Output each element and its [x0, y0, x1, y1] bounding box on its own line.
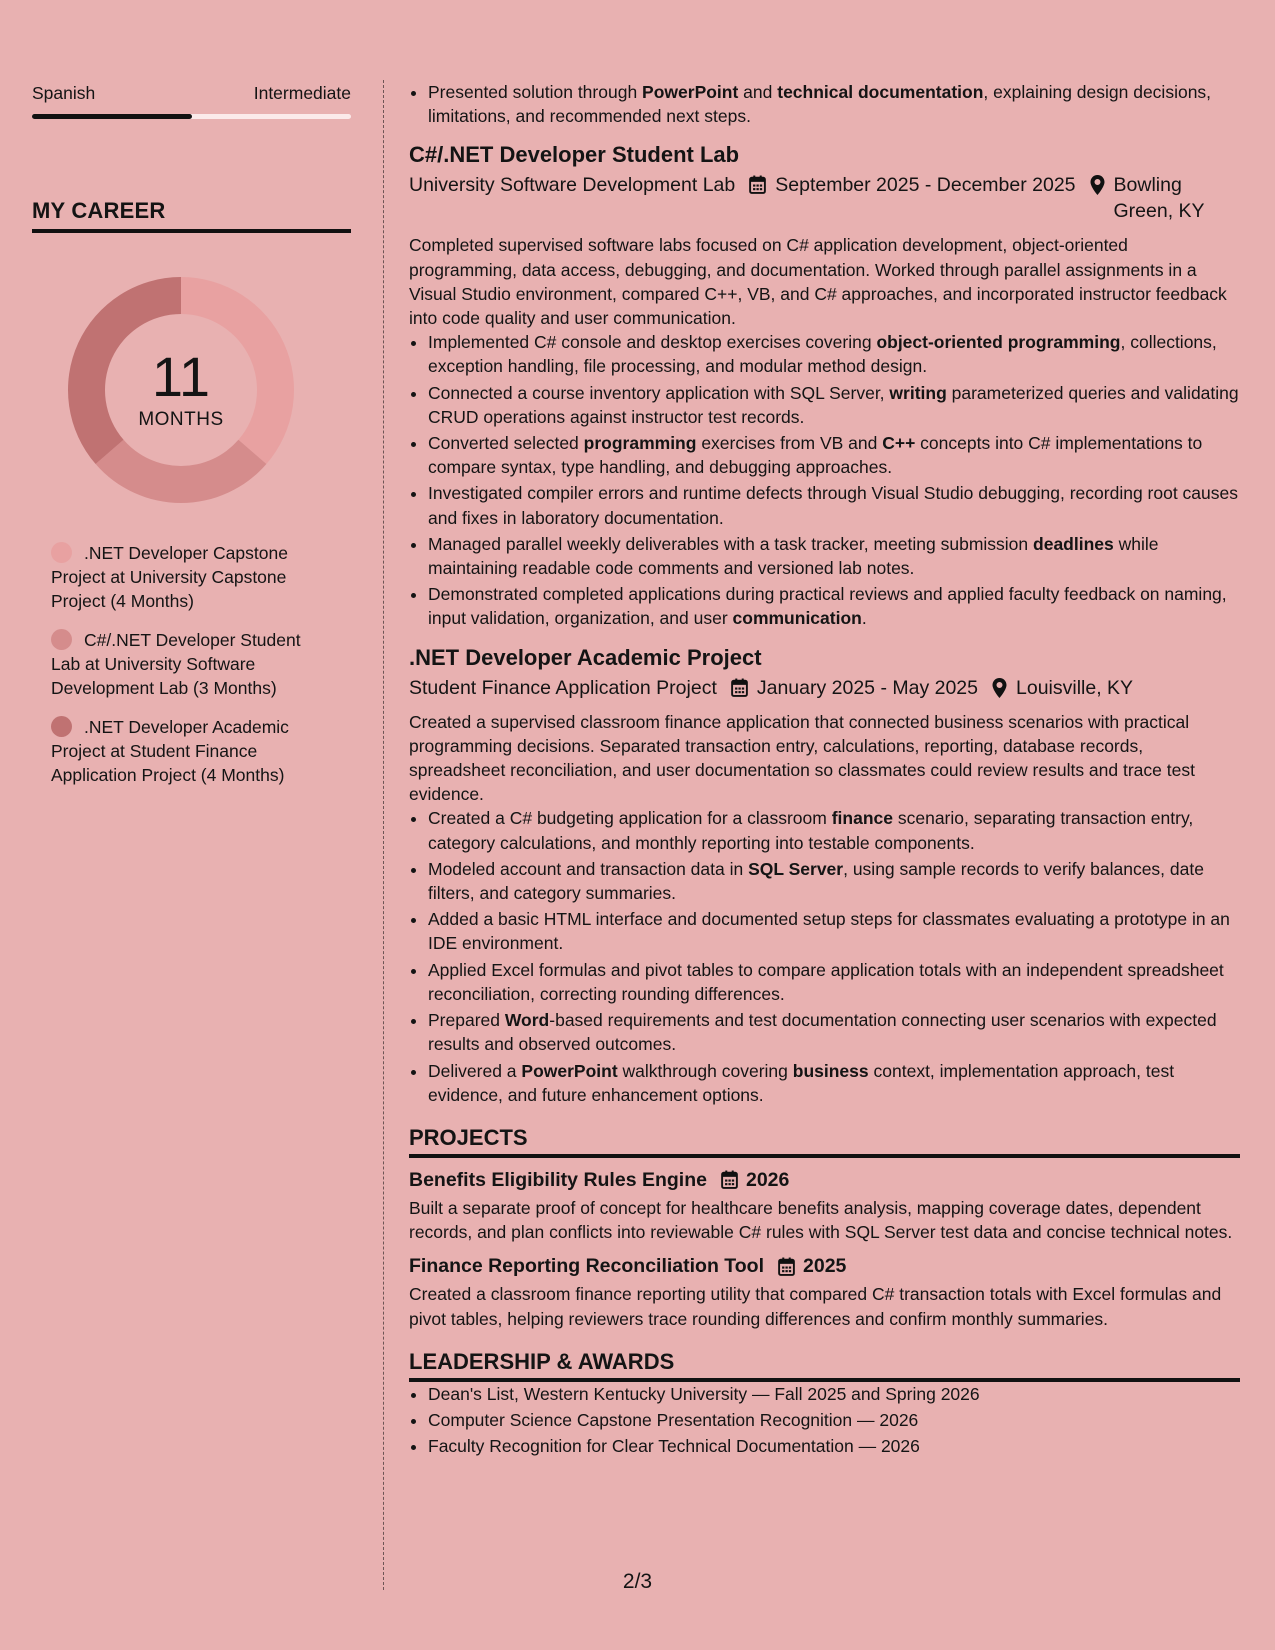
- bold-text: communication: [732, 608, 862, 629]
- text-segment: Managed parallel weekly deliverables with a task tracker, meeting submission: [428, 533, 1034, 554]
- career-legend-item: [51, 715, 326, 787]
- bold-text: object-oriented programming: [876, 332, 1121, 353]
- text-segment: Presented solution through: [428, 82, 643, 102]
- role-dates: [749, 172, 1075, 198]
- bullet-item: [428, 330, 1240, 378]
- text-segment: parameterized queries and validating CRUD operations against instructor test records.: [428, 382, 1239, 427]
- awards-heading: LEADERSHIP & AWARDS: [409, 1347, 1240, 1382]
- bullet-item: [428, 806, 1240, 854]
- bold-text: deadlines: [1033, 533, 1114, 554]
- role-location: [992, 675, 1133, 701]
- role-dates-text: September 2025 - December 2025: [775, 174, 1076, 197]
- text-segment: and: [738, 82, 778, 102]
- text-segment: Delivered a: [428, 1060, 522, 1081]
- bullet-item: [428, 481, 1240, 529]
- bold-text: technical documentation: [777, 82, 984, 102]
- text-segment: Connected a course inventory application with SQL Server,: [428, 382, 890, 403]
- text-segment: Created a C# budgeting application for a classroom: [428, 808, 832, 829]
- project-item: [409, 1166, 1240, 1244]
- role-dates: [731, 675, 978, 701]
- text-segment: Modeled account and transaction data in: [428, 858, 749, 879]
- legend-dot: [51, 629, 72, 650]
- career-donut-chart: [66, 275, 296, 505]
- bold-text: SQL Server: [748, 858, 844, 879]
- career-total-number: 11: [151, 345, 211, 408]
- role-title: .NET Developer Academic Project: [409, 644, 762, 670]
- awards-list: [409, 1382, 1240, 1459]
- text-segment: walkthrough covering: [617, 1060, 793, 1081]
- location-pin-icon: [992, 678, 1007, 698]
- project-title-row: [409, 1166, 1240, 1194]
- calendar-icon: [721, 1170, 738, 1189]
- career-legend-text: .NET Developer Capstone Project at University Capstone Project (4 Months): [51, 543, 288, 611]
- role-org: University Software Development Lab: [409, 174, 736, 197]
- award-item: • Faculty Recognition for Clear Technical Documentation — 2026: [428, 1434, 1240, 1458]
- text-segment: , explaining design decisions, limitations, and recommended next steps.: [428, 82, 1212, 127]
- career-legend-item: [51, 628, 326, 700]
- bullet-item: [428, 1008, 1240, 1056]
- role-location-text: Louisville, KY: [1016, 676, 1134, 699]
- language-row: [32, 80, 351, 106]
- text-segment: -based requirements and test documentation connecting user scenarios with expected results and observed outcomes.: [428, 1010, 1217, 1055]
- bullet-item: [428, 532, 1240, 580]
- role-dates-text: January 2025 - May 2025: [756, 676, 978, 699]
- calendar-icon: [731, 678, 748, 697]
- award-item: • Dean's List, Western Kentucky University — Fall 2025 and Spring 2026: [428, 1382, 1240, 1406]
- role-description: Completed supervised software labs focused on C# application development, object-oriented programming, data access, debugging, and documentation. Worked through parallel assignments in a Visual Studio environment, compared C++, VB, and C# approaches, and incorporated instructor feedback into code quality and user communication.: [409, 235, 1227, 329]
- bold-text: PowerPoint: [521, 1060, 618, 1081]
- main-column: [409, 80, 1240, 1460]
- career-legend: [51, 541, 326, 787]
- bullet-item: [428, 80, 1240, 128]
- project-name: Finance Reporting Reconciliation Tool: [409, 1255, 764, 1278]
- role-student-lab: [409, 140, 1240, 630]
- projects-heading: PROJECTS: [409, 1123, 1240, 1158]
- career-legend-text: .NET Developer Academic Project at Student Finance Application Project (4 Months): [51, 717, 289, 785]
- bullet-item: [428, 582, 1240, 630]
- text-segment: Converted selected: [428, 433, 584, 454]
- award-item: • Computer Science Capstone Presentation Recognition — 2026: [428, 1408, 1240, 1432]
- role-title: C#/.NET Developer Student Lab: [409, 142, 740, 168]
- text-segment: Prepared: [428, 1010, 505, 1031]
- project-item: [409, 1252, 1240, 1330]
- project-year: 2025: [803, 1255, 847, 1278]
- bold-text: finance: [831, 808, 893, 829]
- text-segment: while maintaining readable code comments and versioned lab notes.: [428, 533, 1159, 579]
- bullet-item: [428, 907, 1240, 955]
- career-legend-text: C#/.NET Developer Student Lab at University Software Development Lab (3 Months): [51, 630, 301, 698]
- role-meta: [409, 172, 1240, 224]
- role-description: Created a supervised classroom finance application that connected business scenarios with practical programming decisions. Separated transaction entry, calculations, reporting, database records, spreadsheet reconciliation, and user documentation so classmates could review results and trace test evidence.: [409, 711, 1195, 805]
- bold-text: Word: [504, 1010, 550, 1031]
- legend-dot: [51, 716, 72, 737]
- text-segment: scenario, separating transaction entry, category calculations, and monthly reporting into testable components.: [428, 808, 1194, 853]
- text-segment: Applied Excel formulas and pivot tables to compare application totals with an independent spreadsheet reconciliation, correcting rounding differences.: [428, 959, 1224, 1004]
- location-pin-icon: [1090, 175, 1105, 195]
- sidebar: [32, 80, 351, 802]
- text-segment: context, implementation approach, test evidence, and future enhancement options.: [428, 1060, 1175, 1105]
- career-heading: MY CAREER: [32, 197, 351, 233]
- project-year: 2026: [745, 1168, 790, 1191]
- text-segment: .: [861, 608, 867, 629]
- role-academic-project: [409, 643, 1240, 1107]
- bold-text: programming: [583, 433, 697, 454]
- text-segment: Implemented C# console and desktop exercises covering: [428, 332, 877, 353]
- text-segment: Investigated compiler errors and runtime defects through Visual Studio debugging, recording root causes and fixes in laboratory documentation.: [428, 483, 1239, 528]
- column-divider: [383, 80, 384, 1590]
- role-location-text: Bowling Green, KY: [1113, 174, 1205, 223]
- role-bullets: [409, 806, 1240, 1106]
- bullet-item: [428, 958, 1240, 1006]
- language-level: Intermediate: [253, 83, 351, 103]
- text-segment: , collections, exception handling, file processing, and modular method design.: [428, 332, 1217, 377]
- bold-text: business: [792, 1060, 869, 1081]
- bullet-item: [428, 857, 1240, 905]
- legend-dot: [51, 542, 72, 563]
- bullet-item: [428, 1059, 1240, 1107]
- bullet-item: [428, 381, 1240, 429]
- project-description: Built a separate proof of concept for healthcare benefits analysis, mapping coverage dates, dependent records, and plan conflicts into reviewable C# rules with SQL Server test data and concise technical notes.: [409, 1197, 1233, 1243]
- project-name: Benefits Eligibility Rules Engine: [409, 1168, 707, 1191]
- bold-text: writing: [889, 382, 947, 403]
- project-description: Created a classroom finance reporting utility that compared C# transaction totals with Excel formulas and pivot tables, helping reviewers trace rounding differences and confirm monthly summaries.: [409, 1284, 1222, 1329]
- role-bullets: [409, 330, 1240, 630]
- role-meta: [409, 675, 1240, 701]
- text-segment: , using sample records to verify balances, date filters, and category summaries.: [428, 858, 1204, 904]
- text-segment: exercises from VB and: [696, 433, 883, 454]
- text-segment: Demonstrated completed applications during practical reviews and applied faculty feedback on naming, input validation, organization, and user: [428, 584, 1227, 629]
- page-number: 2/3: [622, 1570, 653, 1593]
- language-proficiency-bar: [32, 114, 351, 119]
- project-title-row: [409, 1252, 1240, 1280]
- career-total-unit: MONTHS: [138, 409, 224, 430]
- donut-center: [66, 275, 296, 505]
- text-segment: concepts into C# implementations to compare syntax, type handling, and debugging approaches.: [428, 433, 1203, 478]
- career-legend-item: [51, 541, 326, 613]
- language-name: Spanish: [32, 83, 96, 103]
- bullet-item: [428, 431, 1240, 479]
- bold-text: PowerPoint: [642, 82, 739, 102]
- calendar-icon: [778, 1257, 795, 1276]
- role-org: Student Finance Application Project: [409, 676, 717, 699]
- text-segment: Added a basic HTML interface and documented setup steps for classmates evaluating a prototype in an IDE environment.: [428, 909, 1230, 954]
- prev-role-bullets: [409, 80, 1240, 128]
- calendar-icon: [749, 175, 766, 194]
- role-location: [1090, 172, 1224, 224]
- language-proficiency-fill: [32, 114, 192, 119]
- bold-text: C++: [882, 433, 916, 454]
